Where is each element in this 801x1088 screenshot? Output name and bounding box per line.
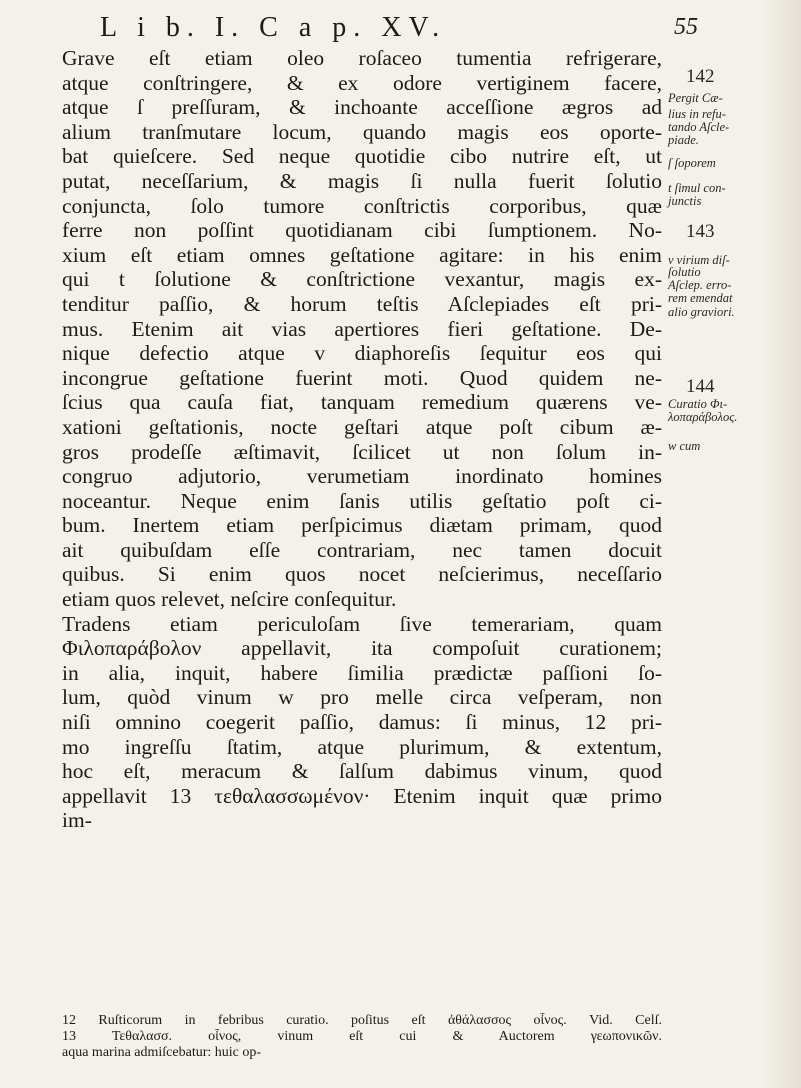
text-line: nique defectio atque v diaphoreſis ſequitur eos qui (62, 341, 662, 366)
text-line: atque conſtringere, & ex odore vertiginem facere, (62, 70, 662, 95)
text-line: niſi omnino coegerit paſſio, damus: ſi minus, 12 pri- (62, 710, 662, 735)
text-line: ait quibuſdam eſſe contrariam, nec tamen docuit (62, 537, 662, 562)
margin-note: Curatio Φι- (668, 397, 728, 411)
margin-note: w cum (668, 439, 701, 453)
main-text (62, 46, 662, 833)
text-line: etiam quos relevet, neſcire conſequitur. (62, 587, 397, 612)
margin-note: piade. (668, 133, 699, 147)
text-line: noceantur. Neque enim ſanis utilis geſtatio poſt ci- (62, 488, 662, 513)
text-line: incongrue geſtatione fuerint moti. Quod quidem ne- (62, 365, 662, 390)
text-line: ferre non poſſint quotidianam cibi ſumptionem. No- (62, 218, 662, 243)
footnotes (62, 1013, 662, 1061)
text-line: mo ingreſſu ſtatim, atque plurimum, & extentum, (62, 734, 662, 759)
text-line: Tradens etiam periculoſam ſive temerariam, quam (62, 611, 662, 636)
margin-note: ſolutio (668, 265, 701, 279)
text-line: xationi geſtationis, nocte geſtari atque poſt cibum æ- (62, 414, 662, 439)
footnote-line: 13 Τεθαλασσ. οἶνος, vinum eſt cui & Auctorem γεωπονικῶν. (62, 1029, 662, 1044)
text-line: bat quieſcere. Sed neque quotidie cibo nutrire eſt, ut (62, 144, 662, 169)
margin-note: rem emendat (668, 291, 733, 305)
text-line: putat, neceſſarium, & magis ſi nulla fuerit ſolutio (62, 168, 662, 193)
margin-note: lius in refu- (668, 107, 726, 121)
margin-note: 142 (686, 66, 715, 87)
text-line: quibus. Si enim quos nocet neſcierimus, neceſſario (62, 562, 662, 587)
margin-note: Aſclep. erro- (668, 278, 732, 292)
margin-note: 144 (686, 376, 715, 397)
text-line: atque ſ preſſuram, & inchoante acceſſione ægros ad (62, 95, 662, 120)
footnote-line: aqua marina admiſcebatur: huic op- (62, 1045, 262, 1060)
text-line: qui t ſolutione & conſtrictione vexantur, magis ex- (62, 267, 662, 292)
text-line: conjuncta, ſolo tumore conſtrictis corporibus, quæ (62, 193, 662, 218)
text-line: xium eſt etiam omnes geſtatione agitare: in his enim (62, 242, 662, 267)
text-line: im- (62, 808, 92, 833)
footnote-line: 12 Ruſticorum in febribus curatio. poſitus eſt ἀθάλασσος οἶνος. Vid. Celſ. (62, 1013, 662, 1028)
text-line: lum, quòd vinum w pro melle circa veſperam, non (62, 685, 662, 710)
margin-note: λοπαράβολος. (668, 410, 738, 424)
text-line: alium tranſmutare locum, quando magis eos oporte- (62, 119, 662, 144)
margin-note: tando Aſcle- (668, 120, 730, 134)
margin-note: t ſimul con- (668, 181, 726, 195)
text-line: Grave eſt etiam oleo roſaceo tumentia refrigerare, (62, 46, 662, 70)
page-number: 55 (674, 14, 698, 40)
text-line: bum. Inertem etiam perſpicimus diætam primam, quod (62, 513, 662, 538)
text-line: ſcius qua cauſa fiat, tanquam remedium quærens ve- (62, 390, 662, 415)
margin-note: ſ ſoporem (668, 156, 716, 170)
margin-note: Pergit Cæ- (668, 91, 723, 105)
text-line: gros prodeſſe æſtimavit, ſcilicet ut non ſolum in- (62, 439, 662, 464)
margin-note: v virium diſ- (668, 253, 730, 267)
text-line: tenditur paſſio, & horum teſtis Aſclepiades eſt pri- (62, 291, 662, 316)
margin-note: 143 (686, 221, 715, 242)
text-line: appellavit 13 τεθαλασσωμένον· Etenim inquit quæ primo (62, 783, 662, 808)
margin-note: alio graviori. (668, 305, 735, 319)
running-header: L i b. I. C a p. XV. (100, 12, 447, 43)
text-line: hoc eſt, meracum & ſalſum dabimus vinum, quod (62, 759, 662, 784)
text-line: congruo adjutorio, verumetiam inordinato homines (62, 464, 662, 489)
text-line: Φιλοπαράβολον appellavit, ita compoſuit curationem; (62, 636, 662, 661)
text-line: mus. Etenim ait vias apertiores fieri geſtatione. De- (62, 316, 662, 341)
text-line: in alia, inquit, habere ſimilia prædictæ paſſioni ſo- (62, 660, 662, 685)
margin-note: junctis (668, 194, 702, 208)
